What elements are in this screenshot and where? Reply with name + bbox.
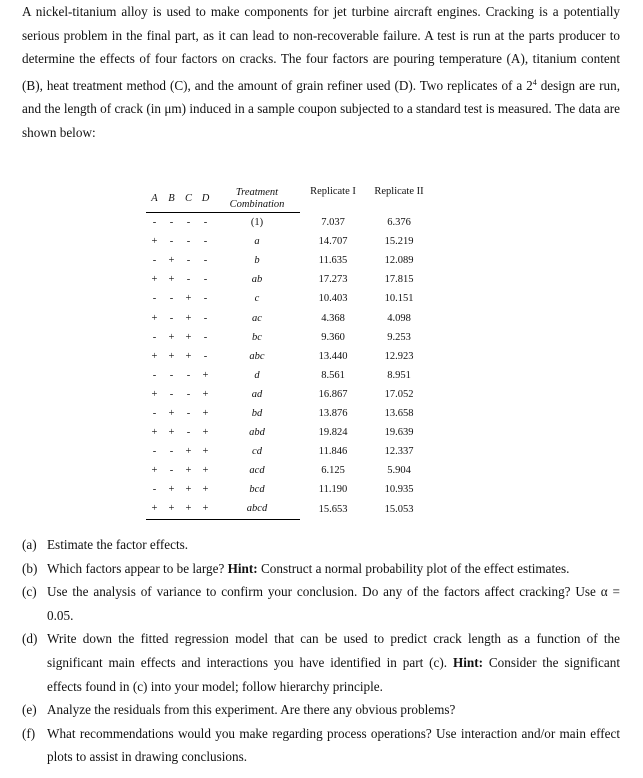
sign-d: -	[203, 350, 208, 362]
sign-b: +	[168, 427, 175, 439]
sign-d: -	[203, 312, 208, 324]
replicate-2-value: 12.089	[384, 255, 414, 267]
sign-b: -	[169, 465, 174, 477]
treatment-combination: abd	[249, 427, 265, 439]
replicate-1-value: 10.403	[318, 293, 348, 305]
table-row	[146, 308, 432, 327]
sign-d: +	[202, 465, 209, 477]
sign-b: +	[168, 331, 175, 343]
replicate-1-value: 19.824	[318, 427, 348, 439]
question-item	[22, 627, 620, 698]
question-text: Use the analysis of variance to confirm your conclusion. Do any of the factors affect cracking? Use α = 0.05.	[47, 584, 620, 623]
sign-b: -	[169, 236, 174, 248]
exponent: 4	[532, 77, 537, 87]
replicate-2-value: 5.904	[387, 465, 411, 477]
table-row	[146, 232, 432, 251]
sign-a: +	[151, 465, 158, 477]
sign-a: -	[152, 484, 157, 496]
header-d: D	[197, 186, 214, 213]
sign-c: +	[185, 312, 192, 324]
sign-d: +	[202, 407, 209, 419]
replicate-1-value: 6.125	[321, 465, 345, 477]
replicate-2-value: 12.337	[384, 446, 414, 458]
question-text: Analyze the residuals from this experiment. Are there any obvious problems?	[47, 702, 456, 718]
replicate-1-value: 13.440	[318, 350, 348, 362]
sign-a: -	[152, 446, 157, 458]
table-row	[146, 423, 432, 442]
sign-a: -	[152, 331, 157, 343]
treatment-combination: d	[254, 369, 260, 381]
sign-b: +	[168, 484, 175, 496]
replicate-2-value: 4.098	[387, 312, 411, 324]
replicate-1-value: 4.368	[321, 312, 345, 324]
sign-d: -	[203, 236, 208, 248]
table-body	[146, 213, 432, 539]
replicate-2-value: 17.815	[384, 274, 414, 286]
treatment-combination: ad	[251, 388, 263, 400]
sign-b: +	[168, 274, 175, 286]
header-b: B	[163, 186, 180, 213]
sign-c: -	[186, 388, 191, 400]
replicate-2-value: 15.053	[384, 503, 414, 515]
sign-a: +	[151, 350, 158, 362]
sign-b: +	[168, 350, 175, 362]
sign-d: +	[202, 503, 209, 515]
replicate-1-value: 15.653	[318, 503, 348, 515]
sign-c: +	[185, 484, 192, 496]
sign-a: +	[151, 236, 158, 248]
replicate-1-value: 9.360	[321, 331, 345, 343]
replicate-2-value: 8.951	[387, 369, 411, 381]
sign-c: -	[186, 274, 191, 286]
treatment-combination: cd	[252, 446, 262, 458]
table-row	[146, 289, 432, 308]
sign-b: -	[169, 217, 174, 229]
sign-c: +	[185, 503, 192, 515]
question-item	[22, 722, 620, 769]
question-text: Which factors appear to be large?	[47, 560, 228, 576]
replicate-1-value: 16.867	[318, 388, 348, 400]
sign-c: +	[185, 446, 192, 458]
treatment-combination: abcd	[246, 503, 268, 515]
sign-a: -	[152, 217, 157, 229]
replicate-2-value: 10.151	[384, 293, 414, 305]
sign-d: -	[203, 217, 208, 229]
table-header-row	[146, 186, 432, 213]
replicate-2-value: 13.658	[384, 407, 414, 419]
sign-d: -	[203, 293, 208, 305]
question-text: Estimate the factor effects.	[47, 537, 189, 552]
treatment-combination: a	[254, 236, 260, 248]
question-text: Write down the fitted regression model that can be used to predict crack length as a function of the significant main effects and interactions you have identified in part (c).	[47, 631, 620, 670]
sign-b: +	[168, 407, 175, 419]
hint-label: Hint:	[227, 560, 258, 576]
sign-a: -	[152, 293, 157, 305]
treatment-combination: bc	[252, 331, 262, 343]
treatment-combination: ab	[251, 274, 263, 286]
treatment-combination: b	[254, 255, 260, 267]
sign-a: -	[152, 255, 157, 267]
sign-b: -	[169, 388, 174, 400]
question-label: (e)	[22, 702, 37, 718]
treatment-combination: (1)	[250, 217, 264, 229]
replicate-1-value: 8.561	[321, 369, 345, 381]
intro-text-2: design are run, and the length of crack (in μm) induced in a sample coupon subjected to a standard test is measured. The data are shown below:	[22, 77, 620, 140]
treatment-combination: acd	[249, 465, 265, 477]
question-list	[22, 533, 620, 769]
sign-c: -	[186, 255, 191, 267]
sign-d: +	[202, 484, 209, 496]
replicate-2-value: 17.052	[384, 388, 414, 400]
sign-c: +	[185, 293, 192, 305]
sign-c: +	[185, 465, 192, 477]
replicate-2-value: 15.219	[384, 236, 414, 248]
sign-c: -	[186, 236, 191, 248]
sign-a: +	[151, 274, 158, 286]
replicate-2-value: 9.253	[387, 331, 411, 343]
replicate-1-value: 17.273	[318, 274, 348, 286]
question-label: (c)	[22, 584, 37, 600]
sign-c: +	[185, 331, 192, 343]
question-label: (f)	[22, 725, 36, 741]
replicate-1-value: 11.190	[318, 484, 348, 496]
sign-d: +	[202, 427, 209, 439]
replicate-1-value: 13.876	[318, 407, 348, 419]
replicate-2-value: 6.376	[387, 216, 411, 228]
sign-d: +	[202, 369, 209, 381]
sign-a: +	[151, 503, 158, 515]
table-row	[146, 213, 432, 233]
table-row	[146, 499, 432, 519]
sign-c: -	[186, 217, 191, 229]
treatment-combination: abc	[249, 350, 265, 362]
replicate-1-value: 7.037	[321, 216, 345, 228]
treatment-combination: bcd	[249, 484, 265, 496]
sign-a: -	[152, 407, 157, 419]
treatment-combination: bd	[251, 407, 263, 419]
replicate-2-value: 12.923	[384, 350, 414, 362]
sign-c: -	[186, 407, 191, 419]
replicate-1-value: 11.846	[318, 446, 348, 458]
treatment-combination: ac	[252, 312, 262, 324]
sign-c: -	[186, 369, 191, 381]
header-c: C	[180, 186, 197, 213]
table-row	[146, 347, 432, 366]
sign-b: -	[169, 369, 174, 381]
sign-a: -	[152, 369, 157, 381]
table-row	[146, 385, 432, 404]
sign-b: -	[169, 312, 174, 324]
table-row	[146, 461, 432, 480]
sign-b: -	[169, 446, 174, 458]
question-label: (a)	[22, 537, 37, 552]
replicate-2-value: 10.935	[384, 484, 414, 496]
replicate-2-value: 19.639	[384, 427, 414, 439]
table-row	[146, 328, 432, 347]
table-row	[146, 366, 432, 385]
question-item	[22, 580, 620, 627]
sign-d: +	[202, 446, 209, 458]
sign-a: +	[151, 388, 158, 400]
header-rep1: Replicate I	[310, 186, 356, 197]
table-row	[146, 404, 432, 423]
sign-c: +	[185, 350, 192, 362]
hint-text: Consider the significant effects found in (c) into your model; follow hierarchy principle.	[47, 654, 620, 694]
sign-d: -	[203, 255, 208, 267]
sign-d: +	[202, 388, 209, 400]
table-row	[146, 442, 432, 461]
table-row	[146, 251, 432, 270]
sign-b: +	[168, 503, 175, 515]
replicate-1-value: 14.707	[318, 236, 348, 248]
sign-a: +	[151, 427, 158, 439]
hint-label: Hint:	[452, 654, 483, 670]
table-row	[146, 480, 432, 499]
question-text: What recommendations would you make regarding process operations? Use interaction and/or main effect plots to assist in drawing conclusions.	[47, 725, 620, 765]
table-row	[146, 270, 432, 289]
sign-d: -	[203, 331, 208, 343]
header-treatment: Treatment Combination	[214, 186, 300, 213]
header-a: A	[146, 186, 163, 213]
header-rep2: Replicate II	[374, 186, 424, 197]
sign-a: +	[151, 312, 158, 324]
sign-b: -	[169, 293, 174, 305]
hint-text: Construct a normal probability plot of the effect estimates.	[257, 560, 570, 576]
problem-statement	[22, 0, 620, 145]
question-label: (b)	[22, 560, 38, 576]
sign-b: +	[168, 255, 175, 267]
data-table	[146, 186, 432, 539]
question-item	[22, 557, 620, 581]
question-item	[22, 698, 620, 722]
sign-c: -	[186, 427, 191, 439]
sign-d: -	[203, 274, 208, 286]
question-label: (d)	[22, 631, 38, 647]
treatment-combination: c	[254, 293, 260, 305]
intro-text: A nickel-titanium alloy is used to make components for jet turbine aircraft engines. Cracking is a potentially serious problem in the final part, as it can lead to non-recoverable failure. A test is run at the parts producer to determine the effects of four factors on cracks. The four factors are pouring temperature (A), titanium content (B), heat treatment method (C), and the amount of grain refiner used (D). Two replicates of a 2	[22, 4, 620, 93]
question-item	[22, 533, 620, 557]
replicate-1-value: 11.635	[318, 255, 348, 267]
